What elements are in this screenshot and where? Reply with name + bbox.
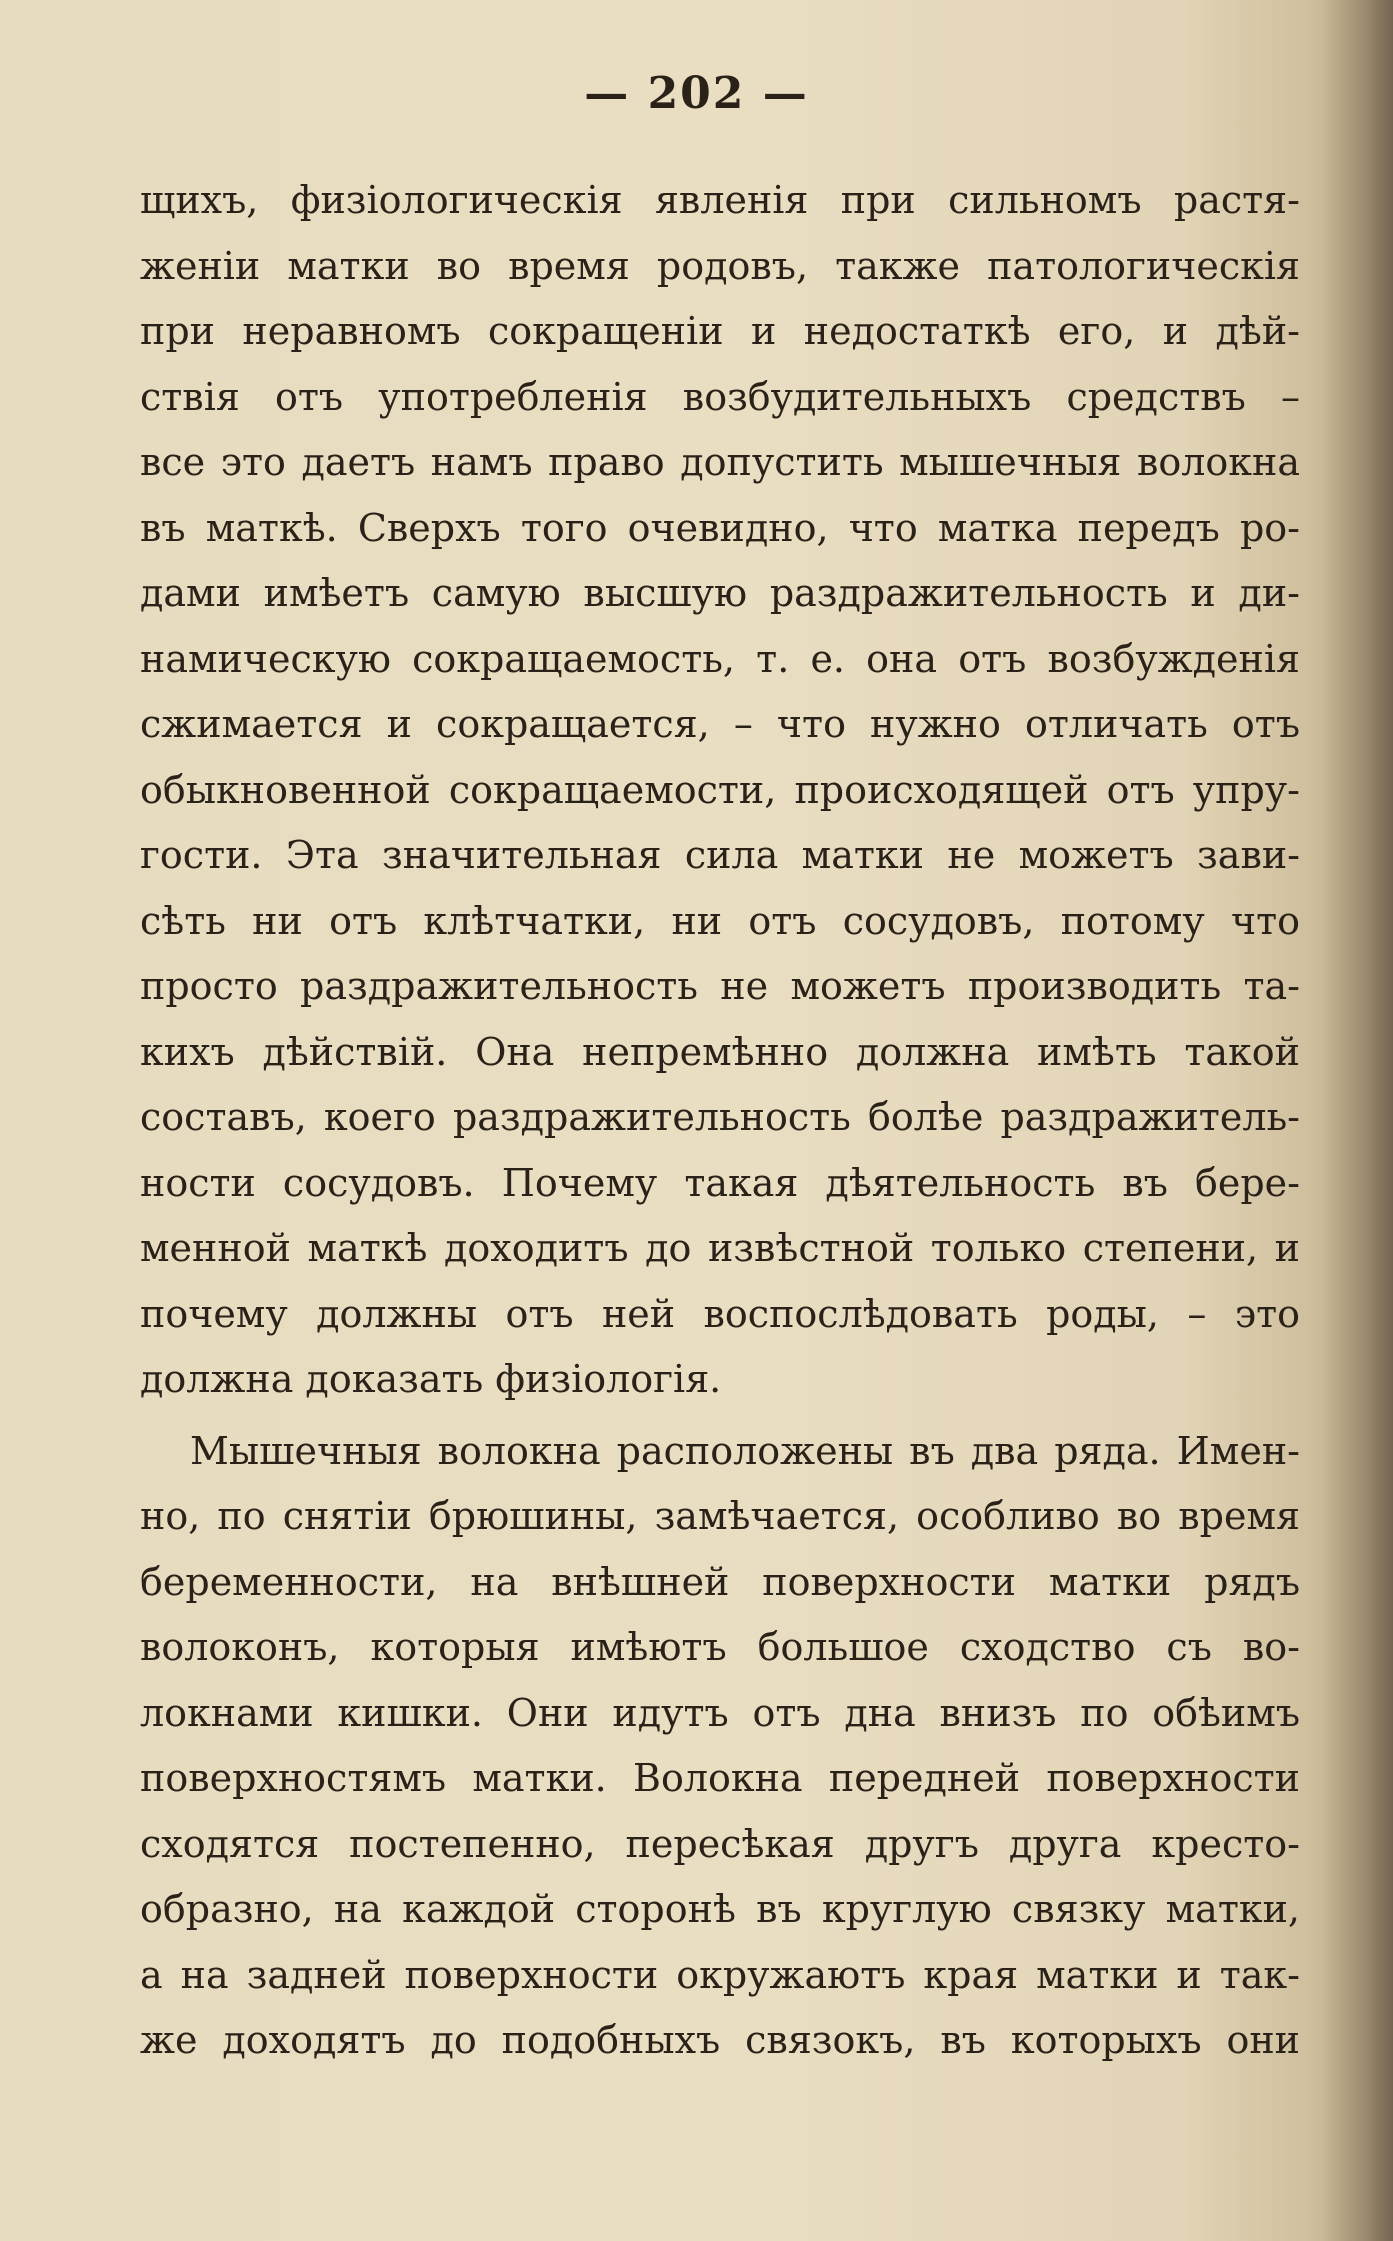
- text-line: обыкновенной сокращаемости, происходящей отъ упру-: [140, 767, 1300, 812]
- text-line: сходятся постепенно, пересѣкая другъ друга кресто-: [140, 1821, 1300, 1866]
- text-line: сѣть ни отъ клѣтчатки, ни отъ сосудовъ, потому что: [140, 898, 1300, 943]
- body-text: [140, 168, 1300, 2074]
- text-line: сжимается и сокращается, – что нужно отличать отъ: [140, 702, 1300, 746]
- paragraph-2: [140, 1419, 1300, 2074]
- text-line: ствiя отъ употребленiя возбудительныхъ средствъ –: [140, 374, 1300, 419]
- paragraph-1: [140, 168, 1300, 1413]
- page-number: — 202 —: [584, 68, 809, 119]
- text-line: поверхностямъ матки. Волокна передней поверхности: [140, 1756, 1300, 1800]
- text-line: волоконъ, которыя имѣютъ большое сходство съ во-: [140, 1625, 1300, 1669]
- text-line: образно, на каждой сторонѣ въ круглую связку матки,: [140, 1887, 1300, 1931]
- text-line: менной маткѣ доходитъ до извѣстной только степени, и: [140, 1226, 1300, 1270]
- text-line: но, по снятiи брюшины, замѣчается, особливо во время: [140, 1494, 1300, 1538]
- text-line: въ маткѣ. Сверхъ того очевидно, что матка передъ ро-: [140, 505, 1300, 550]
- text-line: при неравномъ сокращенiи и недостаткѣ его, и дѣй-: [140, 309, 1300, 353]
- text-line: просто раздражительность не можетъ производить та-: [140, 964, 1300, 1008]
- text-line: щихъ, физiологическiя явленiя при сильномъ растя-: [140, 178, 1300, 222]
- text-line: беременности, на внѣшней поверхности матки рядъ: [140, 1559, 1300, 1604]
- text-line: ности сосудовъ. Почему такая дѣятельность въ бере-: [140, 1160, 1300, 1205]
- text-line: намическую сокращаемость, т. е. она отъ возбужденiя: [140, 636, 1300, 681]
- text-line: гости. Эта значительная сила матки не можетъ зави-: [140, 833, 1300, 877]
- text-line: составъ, коего раздражительность болѣе раздражитель-: [140, 1095, 1300, 1139]
- binding-shadow: [1323, 0, 1393, 2241]
- text-line: дами имѣетъ самую высшую раздражительность и ди-: [140, 571, 1300, 615]
- text-line: должна доказать физiологiя.: [140, 1357, 722, 1401]
- text-line: все это даетъ намъ право допустить мышечныя волокна: [140, 440, 1300, 484]
- text-line: Мышечныя волокна расположены въ два ряда. Имен-: [190, 1428, 1300, 1473]
- text-line: же доходятъ до подобныхъ связокъ, въ которыхъ они: [140, 2018, 1300, 2062]
- text-line: кихъ дѣйствiй. Она непремѣнно должна имѣть такой: [140, 1029, 1300, 1074]
- text-line: почему должны отъ ней воспослѣдовать роды, – это: [140, 1291, 1300, 1336]
- text-line: локнами кишки. Они идутъ отъ дна внизъ по обѣимъ: [140, 1690, 1300, 1735]
- text-line: а на задней поверхности окружаютъ края матки и так-: [140, 1952, 1300, 1997]
- text-line: женiи матки во время родовъ, также патологическiя: [140, 243, 1300, 288]
